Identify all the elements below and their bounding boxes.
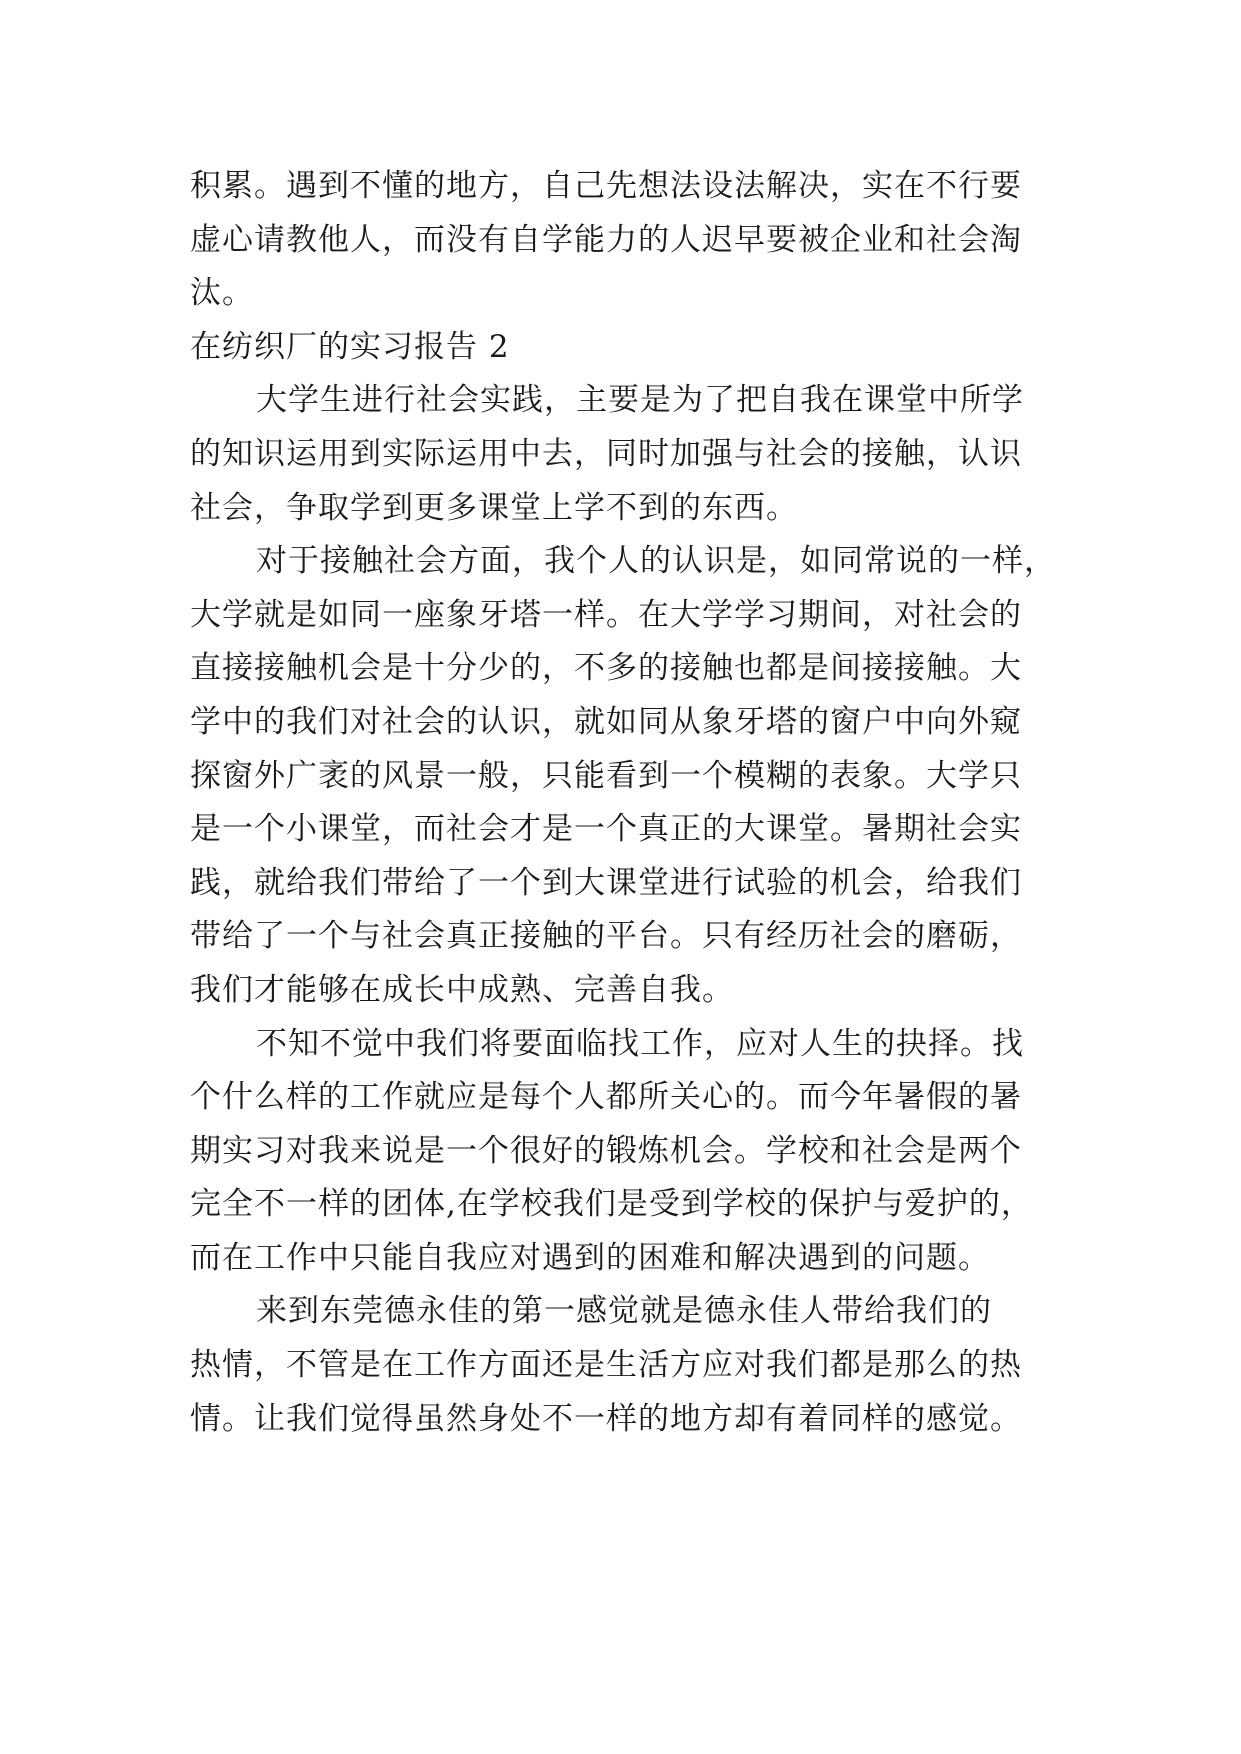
paragraph-line: 对于接触社会方面，我个人的认识是，如同常说的一样， <box>256 543 1056 580</box>
paragraph-line: 积累。遇到不懂的地方，自己先想法设法解决，实在不行要 <box>190 168 1022 204</box>
paragraph-line: 而在工作中只能自我应对遇到的困难和解决遇到的问题。 <box>190 1239 990 1276</box>
paragraph-line: 我们才能够在成长中成熟、完善自我。 <box>190 971 734 1008</box>
paragraph-line: 大学生进行社会实践，主要是为了把自我在课堂中所学 <box>256 382 1024 419</box>
paragraph-line: 热情，不管是在工作方面还是生活方应对我们都是那么的热 <box>190 1347 1022 1384</box>
section-title: 在纺织厂的实习报告 2 <box>190 328 510 365</box>
paragraph-line: 探窗外广袤的风景一般，只能看到一个模糊的表象。大学只 <box>190 757 1022 794</box>
paragraph-line: 学中的我们对社会的认识，就如同从象牙塔的窗户中向外窥 <box>190 703 1022 740</box>
paragraph-line: 直接接触机会是十分少的，不多的接触也都是间接接触。大 <box>190 650 1022 687</box>
paragraph-line: 期实习对我来说是一个很好的锻炼机会。学校和社会是两个 <box>190 1132 1022 1169</box>
paragraph-line: 大学就是如同一座象牙塔一样。在大学学习期间，对社会的 <box>190 596 1022 633</box>
intro-paragraph <box>190 160 1070 321</box>
paragraph-first-impression <box>190 1285 1070 1446</box>
paragraph-contact-society <box>190 535 1070 1017</box>
paragraph-line: 的知识运用到实际运用中去，同时加强与社会的接触，认识 <box>190 435 1022 472</box>
paragraph-job-search <box>190 1018 1070 1286</box>
paragraph-line: 个什么样的工作就应是每个人都所关心的。而今年暑假的暑 <box>190 1079 1022 1116</box>
paragraph-line: 汰。 <box>190 275 254 312</box>
document-body <box>190 160 1070 1446</box>
paragraph-line: 完全不一样的团体,在学校我们是受到学校的保护与爱护的， <box>190 1186 1033 1223</box>
paragraph-line: 是一个小课堂，而社会才是一个真正的大课堂。暑期社会实 <box>190 811 1022 848</box>
paragraph-line: 带给了一个与社会真正接触的平台。只有经历社会的磨砺， <box>190 918 1022 955</box>
paragraph-line: 情。让我们觉得虽然身处不一样的地方却有着同样的感觉。 <box>190 1400 1022 1437</box>
paragraph-social-practice <box>190 374 1070 535</box>
paragraph-line: 社会，争取学到更多课堂上学不到的东西。 <box>190 489 798 526</box>
paragraph-line: 虚心请教他人，而没有自学能力的人迟早要被企业和社会淘 <box>190 221 1022 258</box>
paragraph-line: 来到东莞德永佳的第一感觉就是德永佳人带给我们的 <box>256 1293 992 1330</box>
paragraph-line: 践，就给我们带给了一个到大课堂进行试验的机会，给我们 <box>190 864 1022 901</box>
paragraph-line: 不知不觉中我们将要面临找工作，应对人生的抉择。找 <box>256 1025 1024 1062</box>
